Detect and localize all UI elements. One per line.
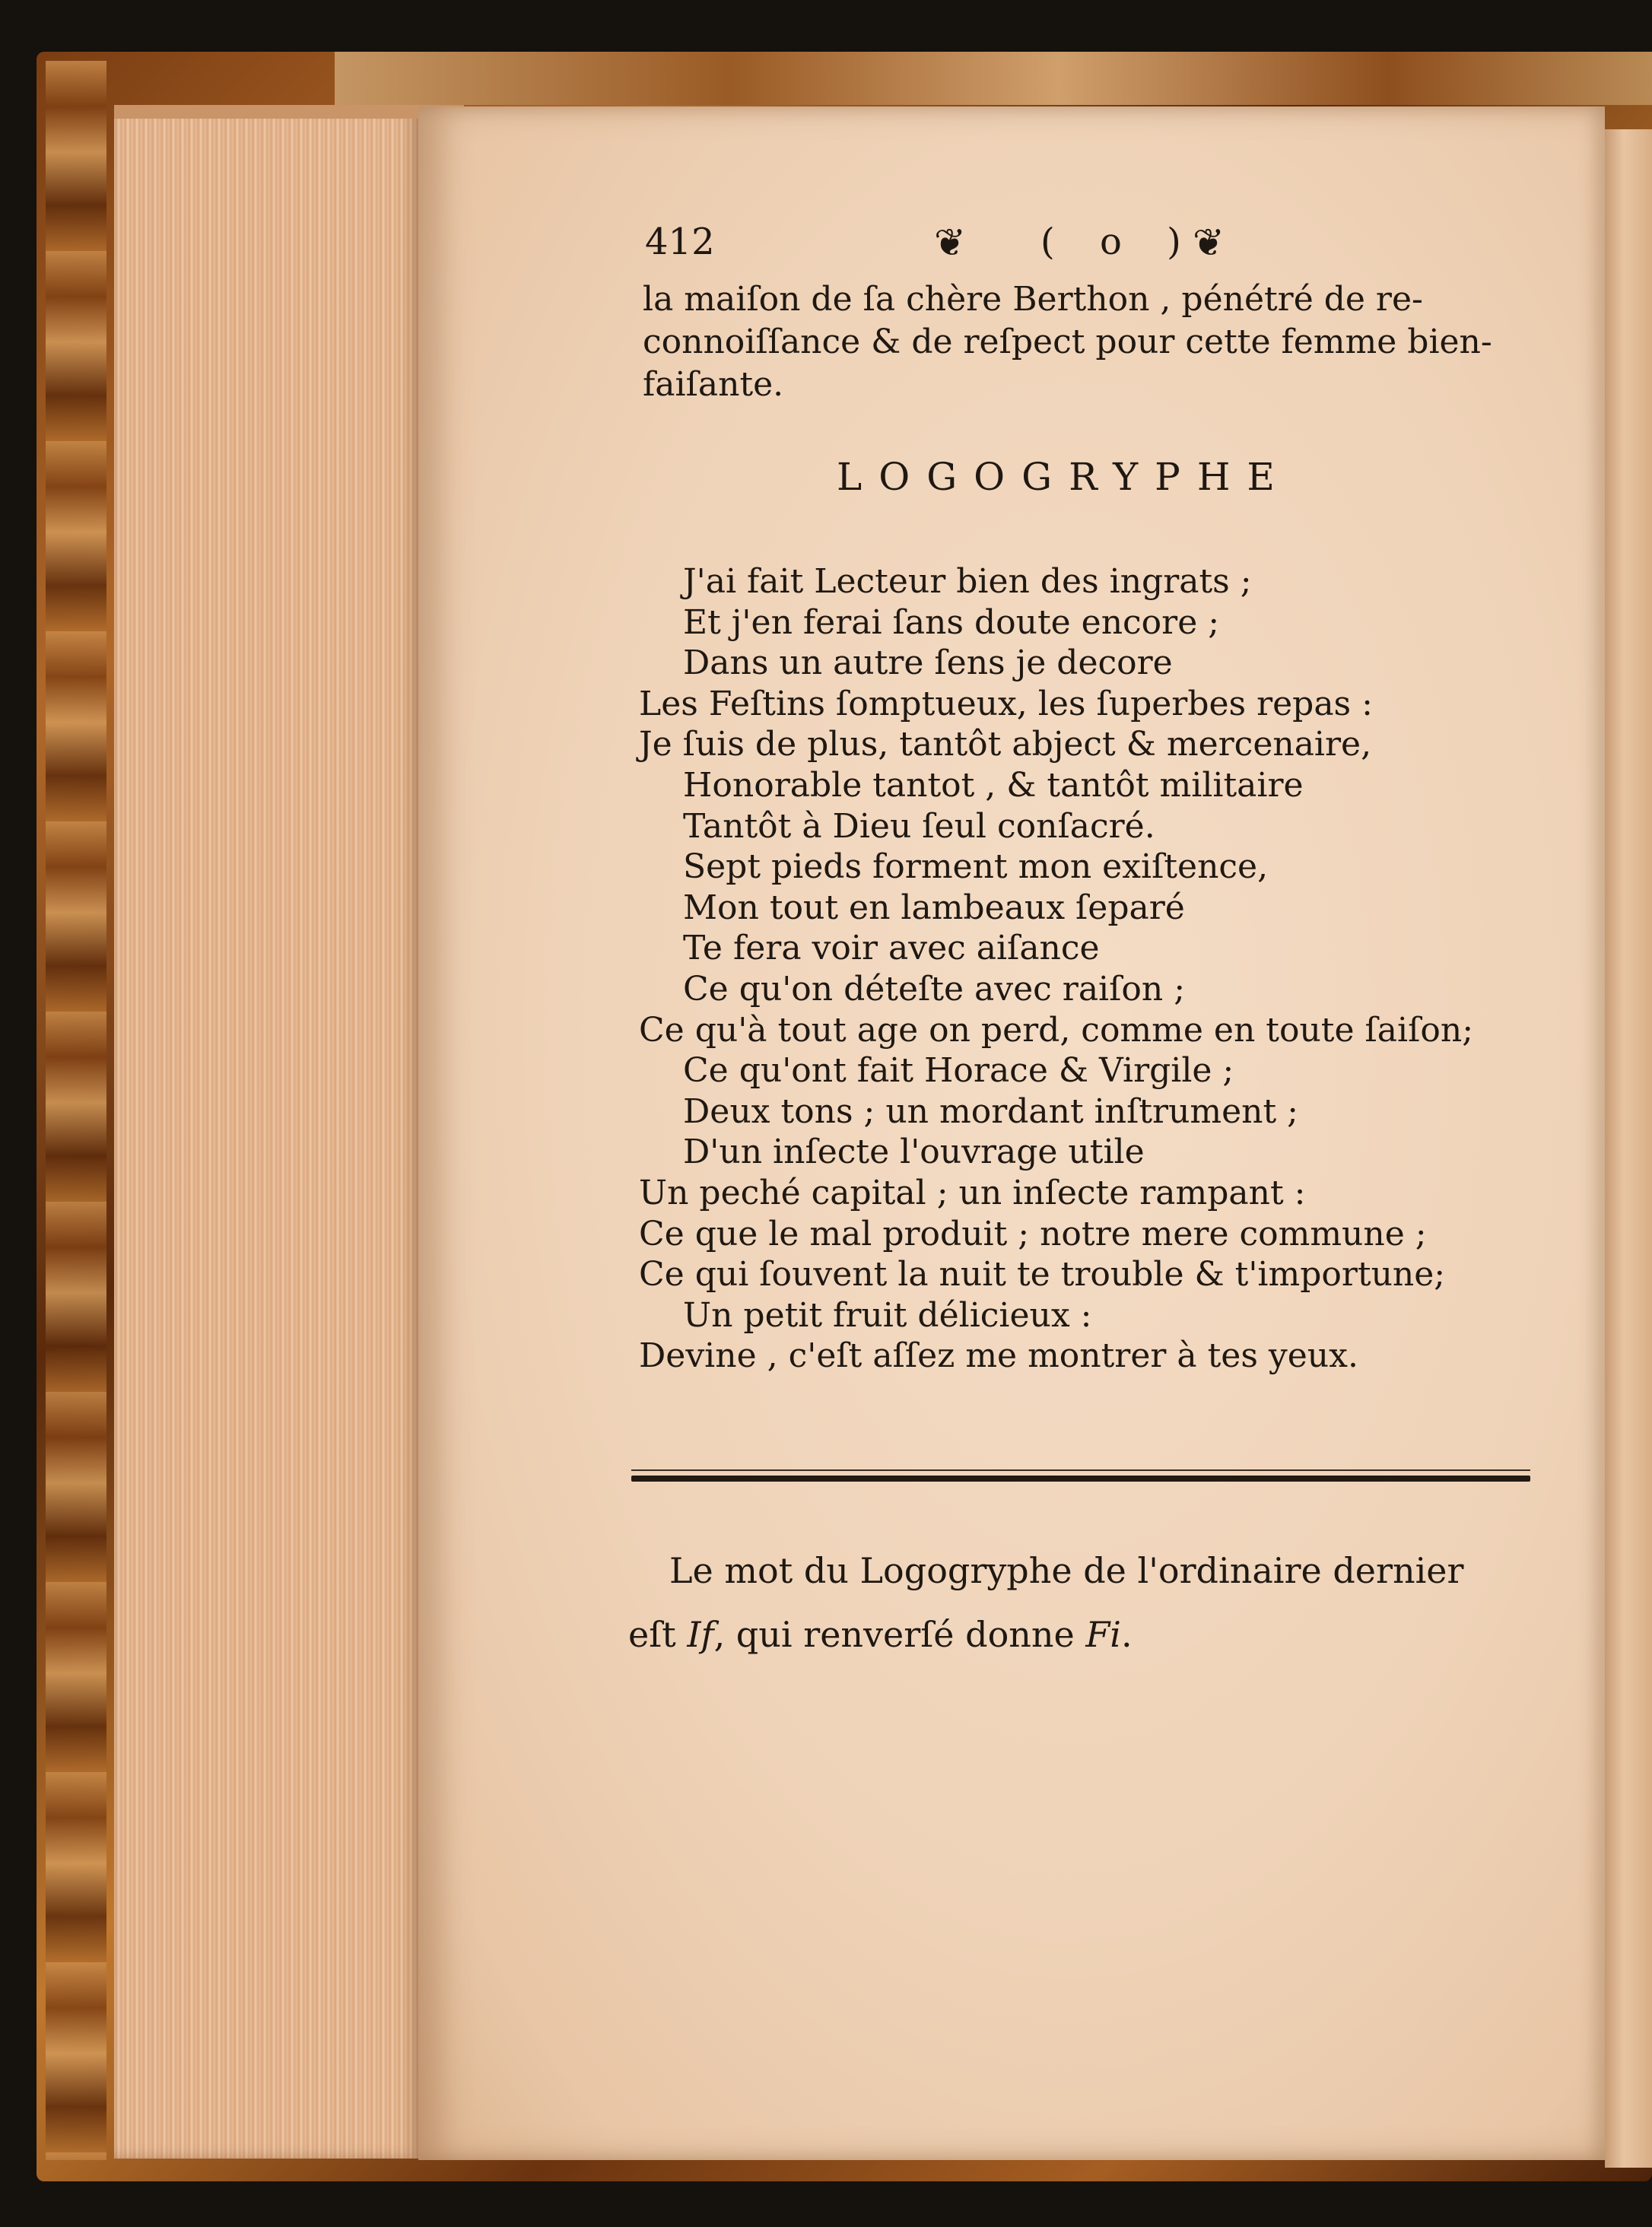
poem-line: Un peché capital ; un inſecte rampant : <box>639 1174 1306 1212</box>
answer-word-if: If <box>687 1614 714 1655</box>
poem-line: Un petit fruit délicieux : <box>683 1295 1092 1335</box>
section-rule-thin <box>631 1469 1530 1471</box>
page-block-edge <box>114 105 418 2159</box>
poem-line: Mon tout en lambeaux ſeparé <box>683 888 1185 927</box>
book-cover-spine-edge <box>46 61 106 2160</box>
section-rule <box>631 1476 1530 1482</box>
poem-line: Dans un autre ſens je decore <box>683 643 1173 683</box>
poem-line: Deux tons ; un mordant inſtrument ; <box>683 1091 1298 1131</box>
poem-line: Ce que le mal produit ; notre mere commune ; <box>639 1214 1427 1253</box>
poem-line: Les Feſtins ſomptueux, les ſuperbes repas : <box>639 684 1373 723</box>
facing-page-edge <box>1605 129 1652 2168</box>
poem-line: Et j'en ferai ſans doute encore ; <box>683 602 1220 642</box>
answer-line-1: Le mot du Logogryphe de l'ordinaire dernier <box>669 1550 1464 1591</box>
poem-line: Devine , c'eſt aſſez me montrer à tes yeux. <box>639 1336 1358 1376</box>
answer-line-2 <box>628 1614 1133 1655</box>
running-header <box>645 221 1246 266</box>
poem-line: Je ſuis de plus, tantôt abject & mercenaire, <box>639 725 1372 764</box>
prose-line-3: faiſante. <box>643 365 784 404</box>
poem-line: D'un inſecte l'ouvrage utile <box>683 1133 1145 1172</box>
poem-line: Honorable tantot , & tantôt militaire <box>683 766 1304 805</box>
answer-suffix: . <box>1121 1614 1133 1655</box>
poem-line: Sept pieds forment mon exiſtence, <box>683 847 1269 887</box>
poem-title: LOGOGRYPHE <box>837 455 1291 499</box>
poem-line: Ce qu'ont fait Horace & Virgile ; <box>683 1051 1234 1091</box>
poem-line: Ce qu'à tout age on perd, comme en toute ſaiſon; <box>639 1010 1474 1050</box>
page-block-top <box>114 105 464 119</box>
header-mark: ( o ) <box>1040 221 1198 263</box>
answer-middle: , qui renverſé donne <box>713 1614 1086 1655</box>
poem-line: Tantôt à Dieu ſeul conſacré. <box>683 806 1155 846</box>
poem-line: Ce qu'on déteſte avec raiſon ; <box>683 970 1186 1009</box>
poem-line: J'ai fait Lecteur bien des ingrats ; <box>683 562 1252 601</box>
ornament-left-icon: ❦ <box>934 221 966 265</box>
book-cover-top-edge <box>335 52 1652 105</box>
poem-line: Ce qui ſouvent la nuit te trouble & t'importune; <box>639 1255 1446 1295</box>
answer-word-fi: Fi <box>1085 1614 1121 1655</box>
poem-line: Te fera voir avec aiſance <box>683 929 1100 968</box>
ornament-right-icon: ❦ <box>1193 221 1225 265</box>
prose-line-2: connoiſſance & de reſpect pour cette femme bien- <box>643 322 1492 361</box>
prose-line-1: la maiſon de ſa chère Berthon , pénétré de re- <box>643 280 1423 319</box>
answer-prefix: eſt <box>628 1614 688 1655</box>
page-number: 412 <box>645 221 715 263</box>
